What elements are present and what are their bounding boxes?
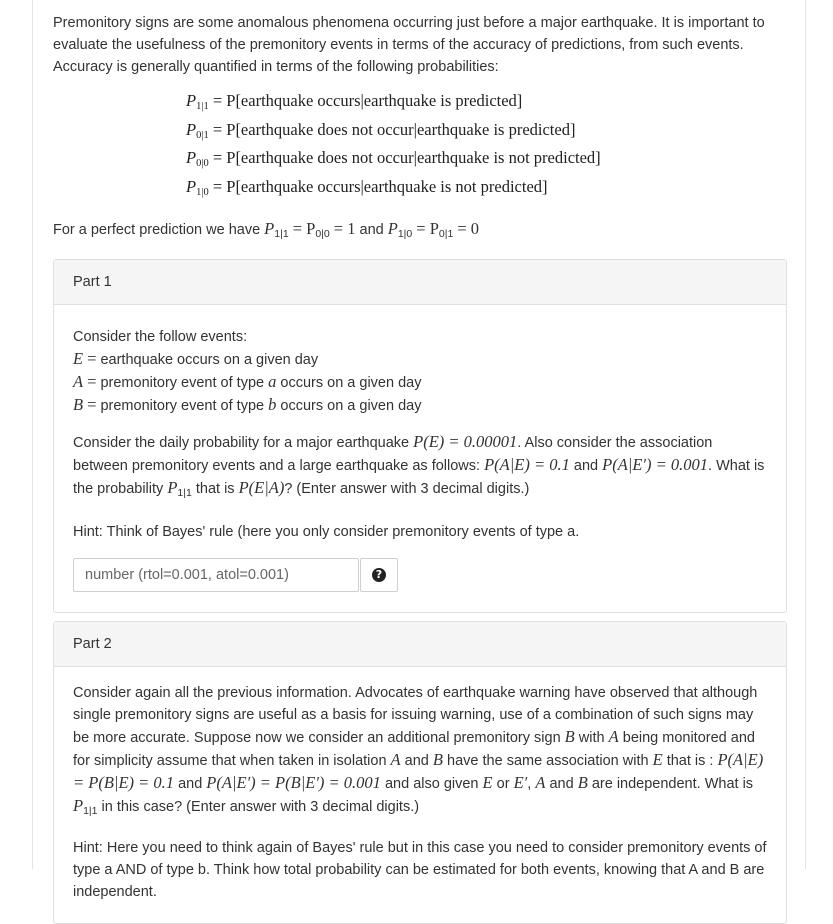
- part1-question: Consider the daily probability for a major earthquake P(E) = 0.00001. Also consider the association between premonitory events and a large earthquake as follows: P(A|E) = 0.1 and P(A|E′) = 0.001. What is the probability $P_{1|1}$ that is P(E|A)? (Enter answer with 3 decimal digits.): [73, 432, 765, 499]
- question-circle-icon: ?: [372, 568, 386, 582]
- probability-definitions: [186, 90, 788, 204]
- event-B: B = premonitory event of type b occurs on a given day: [73, 395, 422, 414]
- part1-hint: Hint: Think of Bayes' rule (here you only consider premonitory events of type a.: [73, 524, 580, 540]
- help-button[interactable]: [360, 558, 398, 592]
- part1-body: [54, 305, 786, 612]
- perfect-prediction: For a perfect prediction we have $P_{1|1} = P_{0|0} = 1$ and $P_{1|0} = P_{0|1} = 0$: [53, 219, 480, 240]
- event-A: A = premonitory event of type a occurs on a given day: [73, 372, 422, 391]
- equation-row: $P_{0|1}$ = P[earthquake does not occur|earthquake is predicted]: [186, 119, 576, 141]
- part1-answer-input[interactable]: [73, 558, 359, 592]
- content: [53, 12, 788, 924]
- part2-card: [53, 621, 787, 924]
- part2-body: [54, 667, 786, 923]
- part2-title: Part 2: [54, 622, 786, 667]
- intro-paragraph: Premonitory signs are some anomalous phenomena occurring just before a major earthquake. It is important to evaluate the usefulness of the premonitory events in terms of the accuracy of predictions, from such events. Accuracy is generally quantified in terms of the following probabilities:: [53, 15, 765, 75]
- equation-row: $P_{0|0}$ = P[earthquake does not occur|earthquake is not predicted]: [186, 148, 601, 169]
- part2-hint: Hint: Here you need to think again of Bayes' rule but in this case you need to consider premonitory events of type a AND of type b. Think how total probability can be estimated for both events, knowing that A and B are independent.: [73, 840, 767, 900]
- page-frame: [32, 0, 806, 900]
- event-E: E = earthquake occurs on a given day: [73, 349, 319, 368]
- part2-question: Consider again all the previous information. Advocates of earthquake warning have observed that although single premonitory signs are useful as a basis for issuing warning, use of a combination of such signs may be more accurate. Suppose now we consider an additional premonitory sign B with A being monitored and for simplicity assume that when taken in isolation A and B have the same association with E that is : P(A|E) = P(B|E) = 0.1 and P(A|E′) = P(B|E′) = 0.001 and also given E or E′, A and B are independent. What is $P_{1|1}$ in this case? (Enter answer with 3 decimal digits.): [73, 685, 764, 817]
- equation-row: $P_{1|0}$ = P[earthquake occurs|earthquake is not predicted]: [186, 176, 548, 198]
- part1-card: [53, 259, 787, 613]
- equation-row: $P_{1|1}$ = P[earthquake occurs|earthquake is predicted]: [186, 91, 523, 112]
- part1-answer-row: [73, 558, 767, 592]
- part1-consider: Consider the follow events:: [73, 329, 248, 345]
- part1-title: Part 1: [54, 260, 786, 305]
